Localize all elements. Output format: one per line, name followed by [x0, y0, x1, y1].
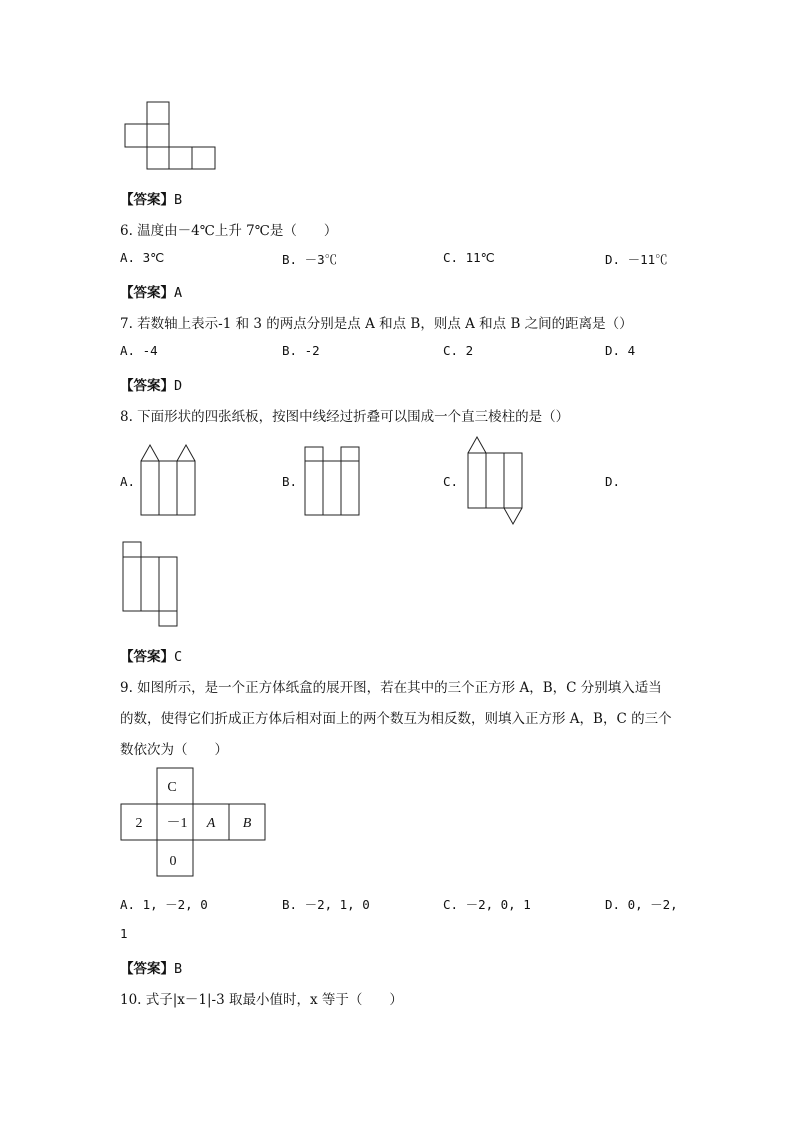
answer-value: B [174, 192, 183, 208]
q9-label-b: B [242, 816, 252, 831]
answer-value: D [174, 378, 183, 394]
q9-label-a: A [206, 816, 216, 831]
q9-label-0: 0 [169, 854, 177, 869]
q6-option-d: D. －11℃ [605, 252, 668, 267]
q9-option-d-wrap: 1 [120, 926, 128, 941]
q7-option-a: A. -4 [120, 343, 158, 358]
answer-value: A [174, 285, 183, 301]
answer-tag: 【答案】 [120, 961, 174, 977]
q8-option-d-label: D. [605, 474, 621, 489]
q10-stem: 10. 式子|x－1|-3 取最小值时，x 等于（ ） [120, 992, 403, 1008]
q9-option-d: D. 0, －2, [605, 897, 678, 912]
q9-label-neg-one: －1 [166, 816, 188, 831]
q9-option-b: B. －2, 1, 0 [282, 897, 370, 912]
q9-stem-line-2: 的数，使得它们折成正方体后相对面上的两个数互为相反数，则填入正方形 A，B，C 的三个 [120, 711, 672, 727]
q7-option-b: B. -2 [282, 343, 320, 358]
q9-stem-line-1: 9. 如图所示，是一个正方体纸盒的展开图，若在其中的三个正方形 A，B，C 分别填入适当 [120, 680, 662, 696]
answer-tag: 【答案】 [120, 285, 174, 301]
q8-option-b-label: B. [282, 474, 298, 489]
answer-tag: 【答案】 [120, 649, 174, 665]
q7-option-c: C. 2 [443, 343, 474, 358]
q9-option-c: C. －2, 0, 1 [443, 897, 531, 912]
answer-value: C [174, 649, 183, 665]
q8-stem: 8. 下面形状的四张纸板，按图中线经过折叠可以围成一个直三棱柱的是（） [120, 409, 570, 425]
q7-option-d: D. 4 [605, 343, 636, 358]
q7-stem: 7. 若数轴上表示-1 和 3 的两点分别是点 A 和点 B，则点 A 和点 B 之间的距离是（） [120, 316, 633, 332]
q6-option-a: A. 3℃ [120, 250, 165, 265]
answer-tag: 【答案】 [120, 192, 174, 208]
q6-stem: 6. 温度由－4℃上升 7℃是（ ） [120, 223, 338, 239]
q9-label-c: C [167, 780, 177, 795]
q8-option-c-label: C. [443, 474, 459, 489]
q6-option-b: B. －3℃ [282, 252, 338, 267]
q9-label-2: 2 [135, 816, 143, 831]
q9-stem-line-3: 数依次为（ ） [120, 742, 228, 758]
q9-answer [120, 957, 182, 977]
q6-option-c: C. 11℃ [443, 250, 495, 265]
q9-option-a: A. 1, －2, 0 [120, 897, 208, 912]
answer-tag: 【答案】 [120, 378, 174, 394]
answer-value: B [174, 961, 183, 977]
q8-option-a-label: A. [120, 474, 136, 489]
